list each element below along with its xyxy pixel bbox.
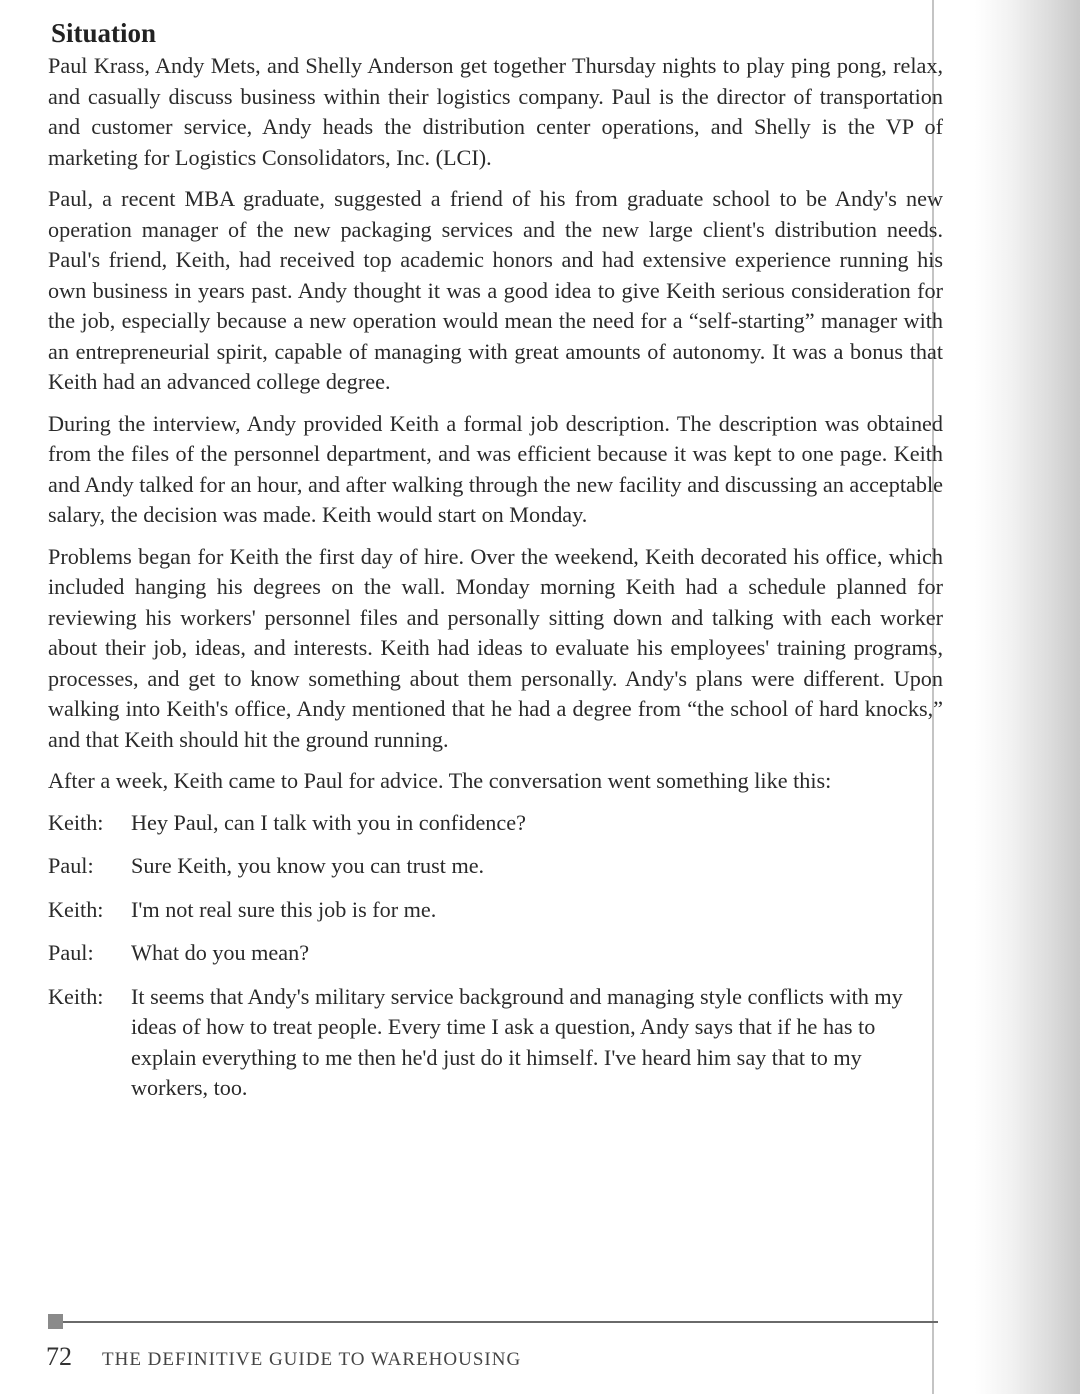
paragraph-4: Problems began for Keith the first day of hire. Over the weekend, Keith decorated his office, which included hanging his degrees on the wall. Monday morning Keith had a schedule planned for reviewing his workers' personnel files and personally sitting down and talking with each worker about their job, ideas, and interests. Keith had ideas to evaluate his employees' training programs, processes, and get to know something about them personally. Andy's plans were different. Upon walking into Keith's office, Andy mentioned that he had a degree from “the school of hard knocks,” and that Keith should hit the ground running. [48,543,943,752]
footer-square-marker [48,1314,63,1329]
page-number: 72 [46,1342,72,1371]
page-footer [46,1342,521,1372]
dialog-line [48,938,943,969]
paragraph-2: Paul, a recent MBA graduate, suggested a friend of his from graduate school to be Andy's new operation manager of the new packaging services and the new large client's distribution needs. Paul's friend, Keith, had received top academic honors and had extensive experience running his own business in years past. Andy thought it was a good idea to give Keith serious consideration for the job, especially because a new operation would mean the need for a “self-starting” manager with an entrepreneurial spirit, capable of managing with great amounts of autonomy. It was a bonus that Keith had an advanced college degree. [48,186,943,394]
dialog-line [48,895,943,926]
dialog-text: It seems that Andy's military service background and managing style conflicts with my ideas of how to treat people. Every time I ask a question, Andy says that if he has to explain everything to me then he'd just do it himself. I've heard him say that to my workers, too. [131,983,903,1100]
dialog-text: What do you mean? [131,940,310,965]
paragraph-1: Paul Krass, Andy Mets, and Shelly Anderson get together Thursday nights to play ping pong, relax, and casually discuss business within their logistics company. Paul is the director of transportation and customer service, Andy heads the distribution center operations, and Shelly is the VP of marketing for Logistics Consolidators, Inc. (LCI). [48,53,943,170]
section-heading: Situation [51,18,157,48]
dialog-text: Sure Keith, you know you can trust me. [131,853,485,878]
paragraph-5: After a week, Keith came to Paul for advice. The conversation went something like this: [48,768,832,793]
page-content [48,18,943,1117]
dialog-speaker: Keith: [48,809,104,835]
dialog-speaker: Keith: [48,896,104,922]
dialog-line [48,982,943,1104]
dialog-text: I'm not real sure this job is for me. [131,896,437,922]
page-gutter-shadow [930,0,1080,1394]
dialog-text: Hey Paul, can I talk with you in confidence? [131,809,526,835]
dialog-speaker: Keith: [48,983,104,1009]
footer-rule [48,1321,938,1323]
book-title: THE DEFINITIVE GUIDE TO WAREHOUSING [102,1349,522,1370]
dialog-speaker: Paul: [48,940,94,965]
dialog-line [48,851,943,882]
dialog-speaker: Paul: [48,853,94,878]
dialog-line [48,808,943,839]
paragraph-3: During the interview, Andy provided Keith a formal job description. The description was obtained from the files of the personnel department, and was efficient because it was kept to one page. Keith and Andy talked for an hour, and after walking through the new facility and discussing an acceptable salary, the decision was made. Keith would start on Monday. [48,410,943,527]
